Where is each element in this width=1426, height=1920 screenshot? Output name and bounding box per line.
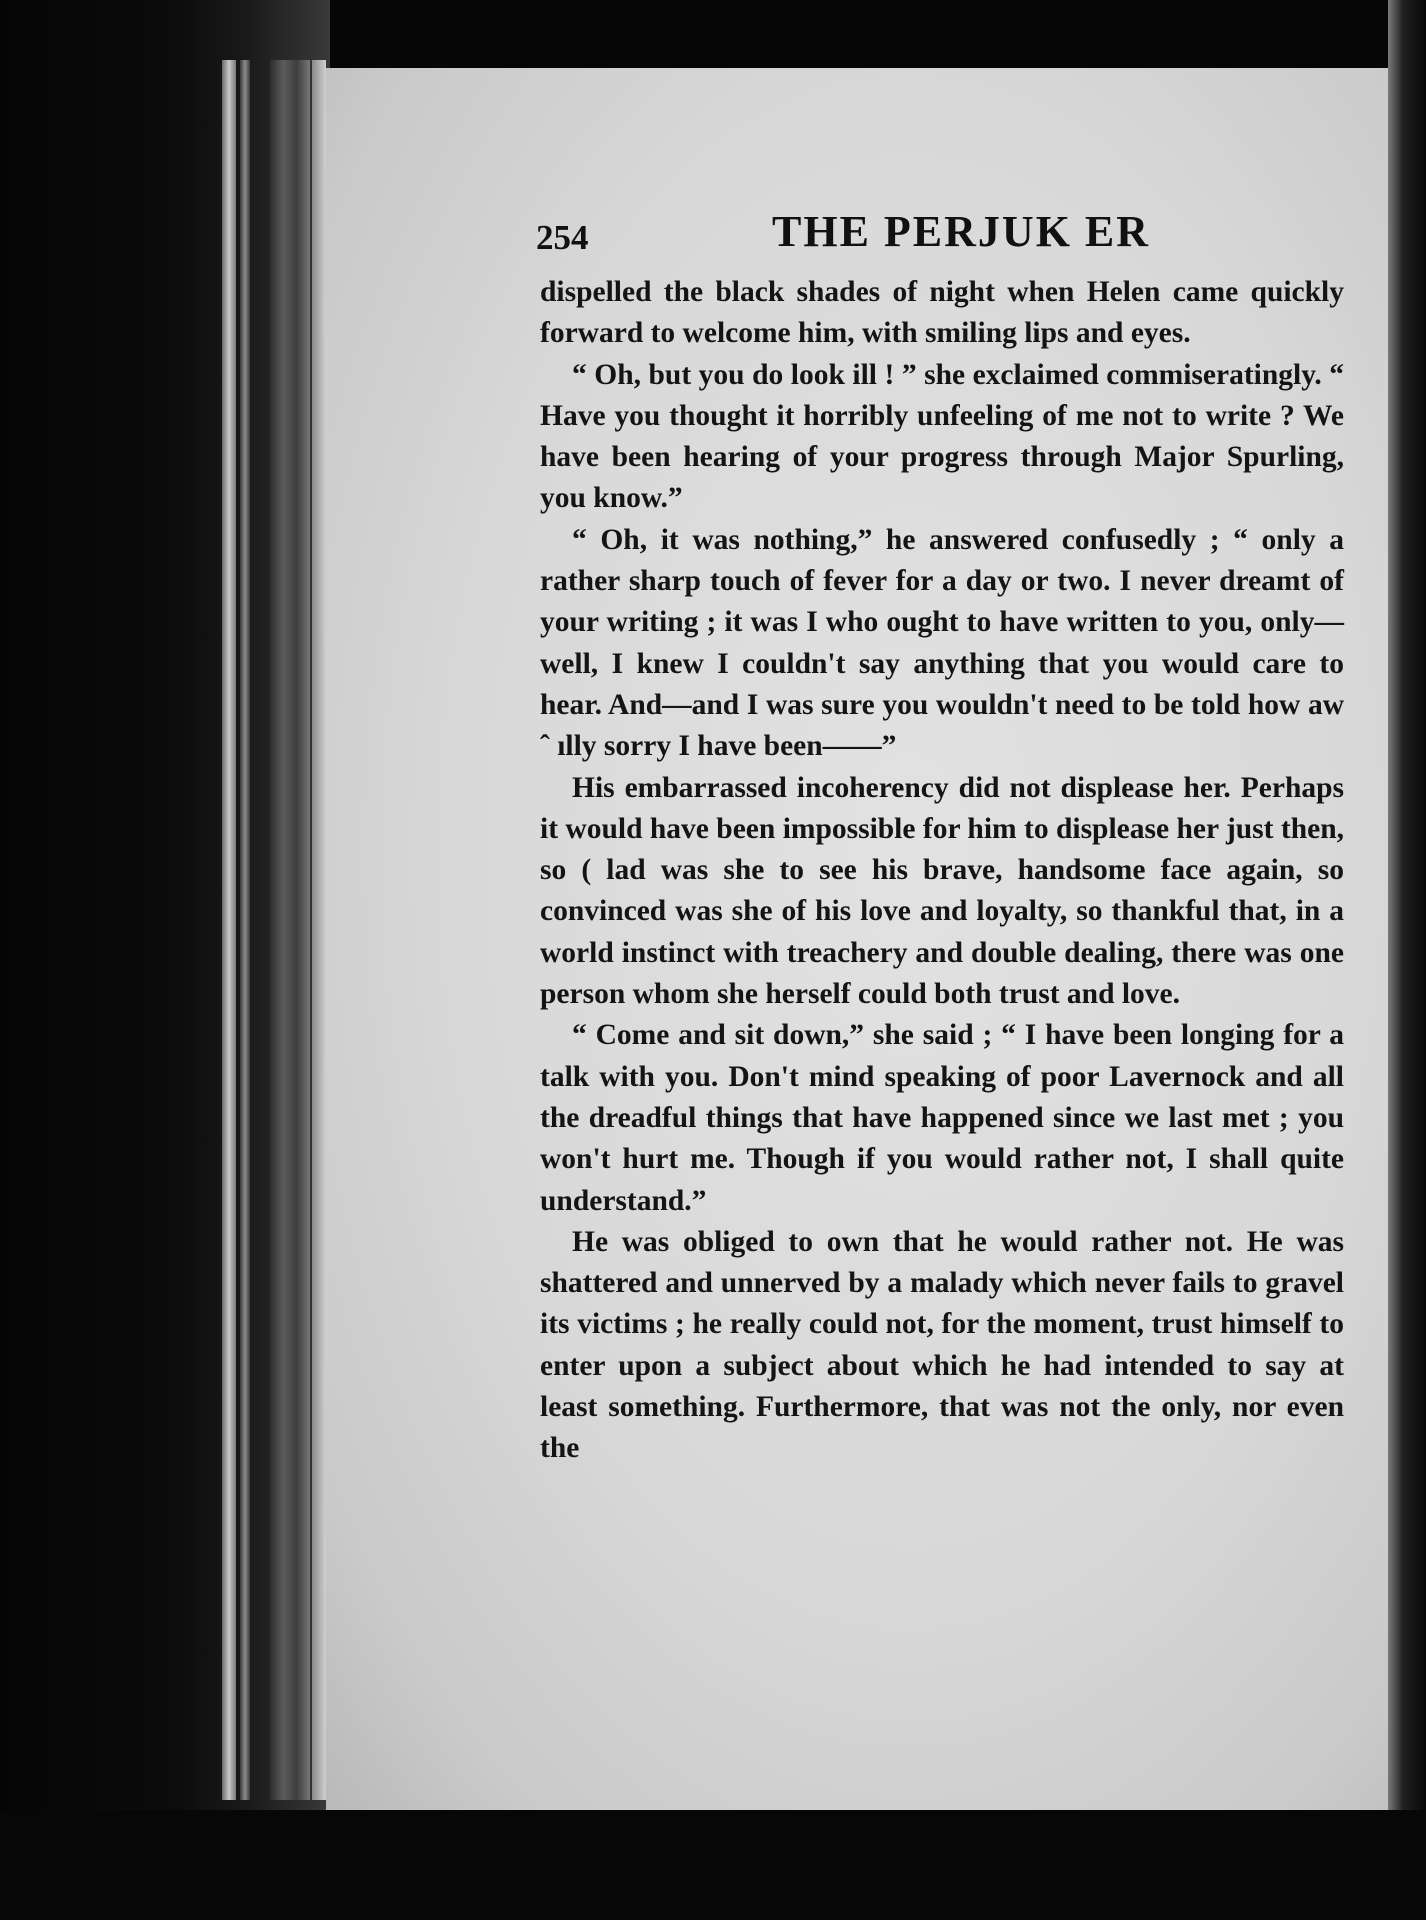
paragraph: “ Oh, but you do look ill ! ” she exclaimed commiseratingly. “ Have you thought it horribly unfeeling of me not to write ? We have been hearing of your progress through Major Spurling, you know.” [540, 358, 1344, 515]
page-edge-stripe [312, 60, 326, 1800]
paragraph: His embarrassed incoherency did not displease her. Perhaps it would have been impossible for him to displease her just then, so ( lad was she to see his brave, handsome face again, so convinced was she of his love and loyalty, so thankful that, in a world instinct with treachery and double dealing, there was one person whom she herself could both trust and love. [540, 771, 1344, 1011]
paragraph: “ Come and sit down,” she said ; “ I have been longing for a talk with you. Don't mind speaking of poor Lavernock and all the dreadful things that have happened since we last met ; you won't hurt me. Though if you would rather not, I shall quite understand.” [540, 1019, 1344, 1217]
right-page-edge [1388, 0, 1426, 1920]
paragraph: He was obliged to own that he would rather not. He was shattered and unnerved by a malady which never fails to gravel its victims ; he really could not, for the moment, trust himself to enter upon a subject about which he had intended to say at least something. Furthermore, that was not the only, nor even the [540, 1225, 1344, 1465]
running-head [536, 206, 1426, 266]
page-edge-stripe [222, 60, 236, 1800]
page-edge-stripe [240, 60, 250, 1800]
bottom-dark-band [0, 1810, 1426, 1920]
top-dark-band [326, 0, 1426, 68]
running-title: THE PERJUK ER [772, 207, 1151, 256]
page-edge-stripe [270, 60, 310, 1800]
page-number: 254 [536, 218, 589, 257]
paragraph: dispelled the black shades of night when Helen came quickly forward to welcome him, with smiling lips and eyes. [540, 276, 1344, 350]
paragraph: “ Oh, it was nothing,” he answered confusedly ; “ only a rather sharp touch of fever for a day or two. I never dreamt of your writing ; it was I who ought to have written to you, only—well, I knew I couldn't say anything that you would care to hear. And—and I was sure you wouldn't need to be told how aw ˆ ılly sorry I have been——” [540, 523, 1344, 763]
body-text [540, 272, 1344, 1470]
